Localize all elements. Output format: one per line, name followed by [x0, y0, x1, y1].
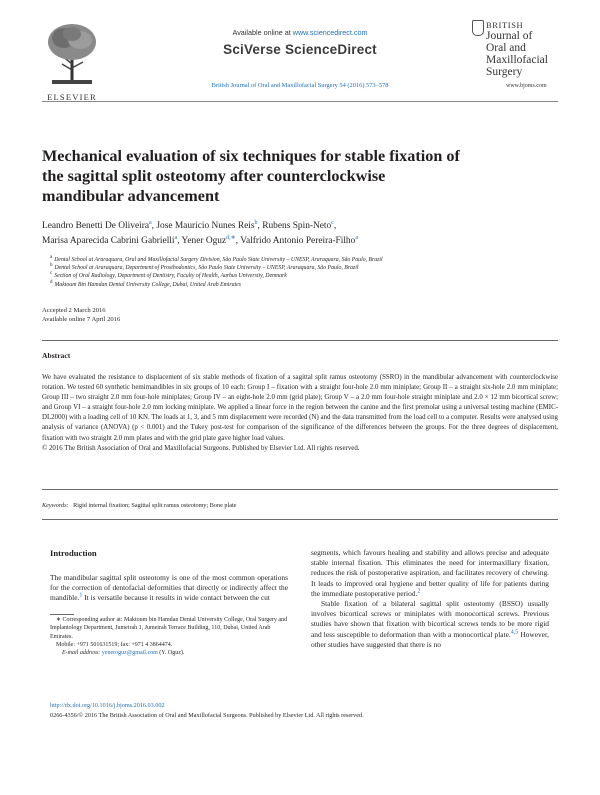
- author-name: Valfrido Antonio Pereira-Filho: [240, 236, 356, 246]
- citation-ref[interactable]: 4,5: [510, 629, 519, 636]
- right-column-text: [311, 548, 549, 650]
- affiliation-b: [50, 264, 560, 272]
- affiliation-text: Maktoum Bin Hamdan Dental University College, Dubai, United Arab Emirates: [54, 281, 241, 288]
- footnote-marker: ∗: [56, 617, 62, 623]
- affiliation-key: b: [50, 263, 53, 269]
- title-line-2: the sagittal split osteotomy after counterclockwise: [42, 167, 386, 185]
- keywords-top-rule: [42, 489, 558, 490]
- sciencedirect-link[interactable]: www.sciencedirect.com: [292, 28, 368, 37]
- journal-logo: [472, 20, 572, 100]
- affiliation-key: a: [50, 255, 53, 261]
- affiliation-text: Dental School at Araraquara, Oral and Maxillofacial Surgery Division, São Paulo State University – UNESP, Araraquara, São Paulo, Brazil: [54, 257, 383, 263]
- right-paragraph-2: Stable fixation of a bilateral sagittal split osteotomy (BSSO) usually involves bicortical screws or miniplates with monocortical screws. Previous studies have shown that fixation with bicortical screws tends to be more rigid and less susceptible to deformation than with a monocortical plate.: [311, 599, 549, 639]
- abstract-text: We have evaluated the resistance to displacement of six stable methods of fixation of a sagittal split ramus osteotomy (SSRO) in the mandibular advancement with counterclockwise rotation. We tested 60 synthetic hemimandibles in six groups of 10 each: Group I – fixation with a straight four-hole 2.0 mm miniplate; Group II – a straight six-hole 2.0 mm miniplate; Group III – two straight 2.0 mm four-hole miniplates; Group IV – an eight-hole 2.0 mm (grid plate); Group V – a 2.0 mm four-hole straight miniplate and 2.0 × 12 mm bicortical screw; and Group VI – a straight four-hole 2.0 mm locking miniplate. We applied a linear force in the region between the canine and the first premolar using a universal testing machine (EMIC- DL2000) with a loading cell of 10 KN. The loads at 1, 3, and 5 mm displacement were recorded (N) and the data transmitted from the load cell to a computer. Results were analysed using analysis of variance (ANOVA) (p < 0.001) and the Tukey post-test for comparison of the significance of the differences between the groups. For the three degrees of displacement, fixation with two straight 2.0 mm plates and with the grid plate gave higher load values.: [42, 374, 558, 442]
- affiliation-c: [50, 272, 560, 280]
- citation-ref[interactable]: 2: [417, 588, 421, 595]
- author-line-1: [42, 219, 562, 234]
- author-sep: ,: [177, 236, 182, 246]
- author-sup[interactable]: c: [331, 219, 334, 226]
- article-dates: [42, 306, 120, 324]
- header-divider: [42, 101, 558, 102]
- email-link[interactable]: yeneroguz@gmail.com: [101, 650, 158, 657]
- author-sup[interactable]: d,∗: [226, 234, 236, 241]
- publisher-name: ELSEVIER: [47, 92, 97, 102]
- affiliation-text: Dental School at Araraquara, Department of Prosthodontics, São Paulo State University – UNESP, Araraquara, São Paulo, Brazil: [54, 265, 359, 272]
- issn-copyright: 0266-4356/© 2016 The British Association of Oral and Maxillofacial Surgeons. Published by Elsevier Ltd. All rights reserved.: [50, 712, 364, 719]
- abstract-top-rule: [42, 340, 558, 341]
- keywords-bottom-rule: [42, 519, 558, 520]
- affiliation-key: c: [50, 271, 53, 277]
- right-paragraph-1: segments, which favours healing and stability and allows precise and adequate stable internal fixation. This eliminates the need for intermaxillary fixation, reduces the risk of postoperative aspiration, and facilitates recovery of chewing. It leads to improved oral hygiene and better quality of life for patients during the immediate postoperative period.: [311, 548, 549, 598]
- affiliation-d: [50, 281, 560, 289]
- author-name: Yener Oguz: [181, 236, 227, 246]
- affiliation-a: [50, 256, 560, 264]
- author-sup[interactable]: a: [149, 219, 152, 226]
- author-sep: ,: [151, 221, 157, 231]
- journal-logo-line-2: Journal of: [486, 30, 533, 42]
- journal-emblem-icon: [472, 20, 484, 36]
- abstract-body: [42, 373, 558, 454]
- right-paragraph-2-end: However, other studies have suggested that there is no: [311, 629, 549, 649]
- intro-text-end: It is versatile because it results in wide contact between the cut: [82, 593, 270, 603]
- footnote-rule: [50, 614, 74, 615]
- introduction-paragraph: [50, 573, 288, 604]
- keywords-text: Rigid internal fixation; Sagittal split ramus osteotomy; Bone plate: [73, 502, 237, 509]
- journal-logo-line-3: Oral and: [486, 42, 526, 54]
- abstract-heading: Abstract: [42, 351, 71, 360]
- abstract-copyright: © 2016 The British Association of Oral and Maxillofacial Surgeons. Published by Elsevier Ltd. All rights reserved.: [42, 444, 360, 452]
- author-sep: ,: [235, 236, 241, 246]
- journal-logo-line-4: Maxillofacial: [486, 54, 548, 66]
- title-line-1: Mechanical evaluation of six techniques for stable fixation of: [42, 147, 460, 165]
- author-sup[interactable]: a: [174, 234, 178, 241]
- keywords: [42, 502, 236, 509]
- affiliation-text: Section of Oral Radiology, Department of Dentistry, Faculty of Health, Aarhus University, Denmark: [54, 273, 287, 280]
- affiliations: [50, 256, 560, 289]
- article-title: [42, 146, 562, 206]
- sciverse-logo: SciVerse ScienceDirect: [223, 42, 377, 57]
- author-name: Marisa Aparecida Cabrini Gabrielli: [42, 236, 175, 246]
- author-sup[interactable]: a: [355, 234, 358, 241]
- author-sup[interactable]: b: [254, 219, 258, 226]
- corresponding-author-note: [50, 616, 288, 657]
- journal-logo-line-1: BRITISH: [486, 20, 524, 30]
- email-after: (Y. Oguz).: [157, 650, 185, 657]
- available-online-label: Available online at: [232, 28, 293, 37]
- author-name: Leandro Benetti De Oliveira: [42, 221, 149, 231]
- accepted-date: Accepted 2 March 2016: [42, 307, 106, 314]
- keywords-label: Keywords:: [42, 502, 69, 509]
- author-sep: ,: [333, 221, 337, 231]
- footnote-email-line: [50, 649, 288, 657]
- journal-citation[interactable]: British Journal of Oral and Maxillofacial Surgery 54 (2016) 573–578: [211, 82, 389, 89]
- introduction-heading: Introduction: [50, 548, 97, 558]
- author-name: Rubens Spin-Neto: [262, 221, 332, 231]
- author-sep: ,: [257, 221, 263, 231]
- author-list: [42, 219, 562, 249]
- doi-link[interactable]: http://dx.doi.org/10.1016/j.bjoms.2016.03.002: [50, 702, 165, 709]
- online-date: Available online 7 April 2016: [42, 316, 121, 323]
- affiliation-key: d: [50, 279, 53, 285]
- author-line-2: [42, 234, 562, 249]
- footnote-text: Corresponding author at: Maktoum bin Hamdan Dental University College, Oral Surgery and Implantology Department, Jumeirah 1, Jumeirah Terrace Building, 110, Dubai, United Arab Emirates.: [50, 617, 288, 640]
- intro-text: The mandibular sagittal split osteotomy is one of the most common operations for the correction of dentofacial deformities that directly or indirectly affect the mandible.: [50, 573, 288, 603]
- citation-ref[interactable]: 1: [79, 592, 83, 599]
- author-name: Jose Mauricio Nunes Reis: [156, 221, 255, 231]
- title-line-3: mandibular advancement: [42, 187, 220, 205]
- footnote-mobile: Mobile: +971 501631519; fax: +971 4 3864474.: [56, 641, 173, 648]
- journal-logo-line-5: Surgery: [486, 66, 523, 78]
- email-label: E-mail address:: [62, 650, 102, 657]
- journal-url[interactable]: www.bjoms.com: [506, 83, 547, 89]
